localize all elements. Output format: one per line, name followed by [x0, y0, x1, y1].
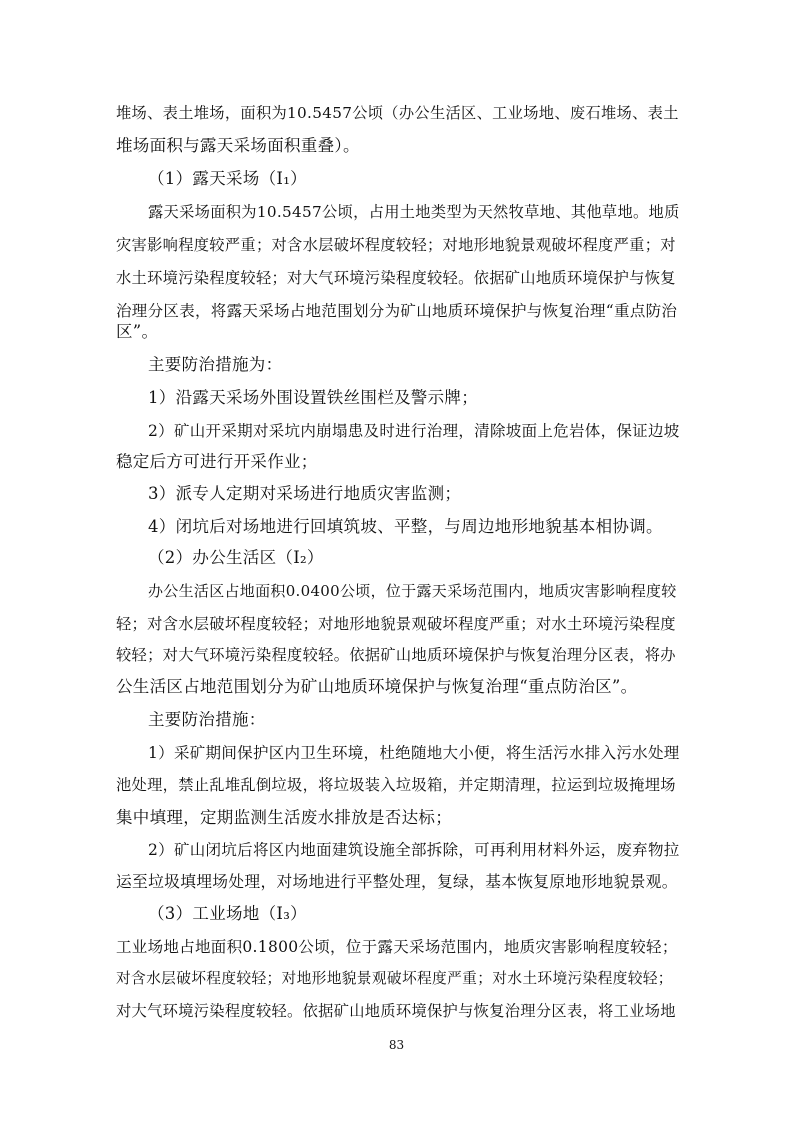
text-line: 运至垃圾填埋场处理，对场地进行平整处理，复绿，基本恢复原地形地貌景观。 — [116, 872, 678, 891]
section-heading: （2）办公生活区（I₂） — [148, 548, 324, 567]
section-heading: （3）工业场地（I₃） — [148, 904, 307, 923]
text-line: 公生活区占地范围划分为矿山地质环境保护与恢复治理“重点防治区”。 — [116, 677, 638, 696]
text-line: 稳定后方可进行开采作业； — [116, 452, 318, 471]
text-line: 主要防治措施为： — [148, 355, 283, 374]
text-line: 堆场面积与露天采场面积重叠）。 — [116, 136, 360, 155]
list-item: 4）闭坑后对场地进行回填筑坡、平整，与周边地形地貌基本相协调。 — [148, 517, 663, 536]
list-item: 2）矿山开采期对采坑内崩塌患及时进行治理，清除坡面上危岩体，保证边坡 — [148, 422, 680, 440]
text-line: 办公生活区占地面积0.0400公顷，位于露天采场范围内，地质灾害影响程度较 — [148, 582, 677, 600]
text-line: 池处理，禁止乱堆乱倒垃圾，将垃圾装入垃圾箱，并定期清理，拉运到垃圾掩埋场 — [116, 776, 676, 794]
text-line: 区”。 — [116, 322, 159, 341]
page-number: 83 — [388, 1038, 405, 1052]
text-line: 对含水层破坏程度较轻；对地形地貌景观破坏程度严重；对水土环境污染程度较轻； — [116, 970, 673, 987]
text-line: 集中填理，定期监测生活废水排放是否达标； — [116, 808, 452, 827]
text-line: 水土环境污染程度较轻；对大气环境污染程度较轻。依据矿山地质环境保护与恢复 — [116, 269, 676, 287]
text-line: 治理分区表，将露天采场占地范围划分为矿山地质环境保护与恢复治理“重点防治 — [116, 302, 678, 320]
list-item: 2）矿山闭坑后将区内地面建筑设施全部拆除，可再利用材料外运，废弃物拉 — [148, 841, 680, 859]
section-heading: （1）露天采场（I₁） — [148, 169, 307, 188]
text-line: 堆场、表土堆场，面积为10.5457公顷（办公生活区、工业场地、废石堆场、表土 — [116, 104, 679, 122]
text-line: 对大气环境污染程度较轻。依据矿山地质环境保护与恢复治理分区表，将工业场地 — [116, 1002, 676, 1020]
text-line: 工业场地占地面积0.1800公顷，位于露天采场范围内，地质灾害影响程度较轻； — [116, 938, 678, 956]
list-item: 1）沿露天采场外围设置铁丝围栏及警示牌； — [148, 388, 478, 407]
text-line: 轻；对含水层破坏程度较轻；对地形地貌景观破坏程度严重；对水土环境污染程度 — [116, 615, 676, 633]
list-item: 1）采矿期间保护区内卫生环境，杜绝随地大小便，将生活污水排入污水处理 — [148, 744, 680, 762]
list-item: 3）派专人定期对采场进行地质灾害监测； — [148, 484, 462, 503]
text-line: 露天采场面积为10.5457公顷，占用土地类型为天然牧草地、其他草地。地质 — [148, 203, 680, 221]
text-line: 灾害影响程度较严重；对含水层破坏程度较轻；对地形地貌景观破坏程度严重；对 — [116, 236, 676, 254]
text-line: 主要防治措施： — [148, 710, 266, 729]
text-line: 较轻；对大气环境污染程度较轻。依据矿山地质环境保护与恢复治理分区表，将办 — [116, 646, 676, 664]
